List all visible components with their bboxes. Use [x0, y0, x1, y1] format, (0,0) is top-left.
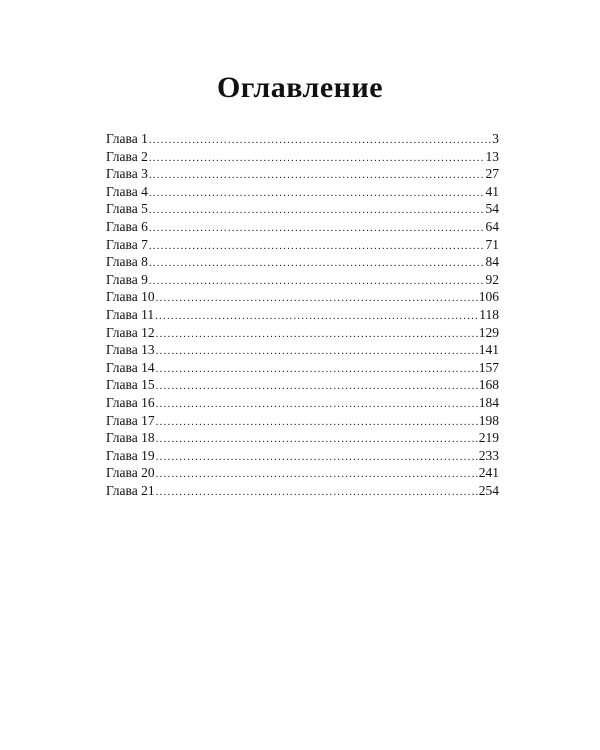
toc-entry-label: Глава 17: [106, 412, 155, 428]
toc-entry-label: Глава 18: [106, 430, 155, 446]
toc-entry-label: Глава 5: [106, 201, 148, 217]
toc-entry-label: Глава 6: [106, 218, 148, 234]
toc-entry-page-number: 184: [478, 394, 499, 410]
toc-entry-page-number: 84: [485, 254, 499, 270]
toc-entry-label: Глава 13: [106, 342, 155, 358]
toc-entry-page-number: 233: [478, 447, 499, 463]
toc-entry-label: Глава 11: [106, 306, 155, 322]
dot-leader: [149, 273, 485, 291]
toc-entry[interactable]: [106, 148, 499, 166]
toc-entry-page-number: 241: [478, 465, 499, 481]
toc-entry[interactable]: [106, 324, 499, 342]
dot-leader: [156, 484, 478, 502]
toc-entry-label: Глава 16: [106, 394, 155, 410]
toc-entry[interactable]: [106, 429, 499, 447]
dot-leader: [156, 449, 478, 467]
toc-entry[interactable]: [106, 359, 499, 377]
toc-entry-page-number: 118: [479, 306, 499, 322]
toc-entry-label: Глава 4: [106, 183, 148, 199]
toc-entry[interactable]: [106, 271, 499, 289]
toc-entry[interactable]: [106, 306, 499, 324]
toc-entry-label: Глава 1: [106, 131, 148, 146]
toc-entry-label: Глава 14: [106, 359, 155, 375]
dot-leader: [156, 361, 478, 379]
toc-entry-label: Глава 9: [106, 271, 148, 287]
toc-entry[interactable]: [106, 376, 499, 394]
toc-entry[interactable]: [106, 288, 499, 306]
toc-entry-page-number: 157: [478, 359, 499, 375]
dot-leader: [149, 255, 485, 273]
toc-entry-label: Глава 19: [106, 447, 155, 463]
toc-entry-page-number: 254: [478, 482, 499, 498]
toc-entry-page-number: 13: [485, 148, 499, 164]
toc-entry-page-number: 219: [478, 430, 499, 446]
toc-entry-label: Глава 21: [106, 482, 155, 498]
toc-entry[interactable]: [106, 130, 499, 148]
toc-entry-page-number: 27: [485, 166, 499, 182]
dot-leader: [156, 414, 478, 432]
dot-leader: [156, 378, 478, 396]
toc-entry-page-number: 92: [485, 271, 499, 287]
toc-entry[interactable]: [106, 218, 499, 236]
dot-leader: [156, 326, 478, 344]
toc-entry-label: Глава 12: [106, 324, 155, 340]
toc-entry-label: Глава 8: [106, 254, 148, 270]
page-title: Оглавление: [216, 71, 384, 104]
toc-entry-page-number: 129: [478, 324, 499, 340]
toc-entry[interactable]: [106, 482, 499, 500]
toc-entry[interactable]: [106, 341, 499, 359]
toc-entry-label: Глава 10: [106, 289, 155, 305]
dot-leader: [149, 220, 485, 238]
toc-entry-page-number: 198: [478, 412, 499, 428]
dot-leader: [149, 132, 491, 150]
toc-entry-page-number: 71: [485, 236, 499, 252]
dot-leader: [156, 431, 478, 449]
toc-entry-page-number: 64: [485, 218, 499, 234]
toc-entry[interactable]: [106, 394, 499, 412]
dot-leader: [149, 202, 485, 220]
toc-entry-page-number: 168: [478, 377, 499, 393]
dot-leader: [156, 396, 478, 414]
table-of-contents: [106, 130, 499, 499]
dot-leader: [156, 290, 478, 308]
dot-leader: [149, 167, 485, 185]
toc-entry-label: Глава 7: [106, 236, 148, 252]
toc-entry[interactable]: [106, 200, 499, 218]
toc-entry-label: Глава 3: [106, 166, 148, 182]
dot-leader: [156, 343, 478, 361]
toc-entry-page-number: 54: [485, 201, 499, 217]
toc-entry[interactable]: [106, 253, 499, 271]
toc-entry-label: Глава 20: [106, 465, 155, 481]
toc-entry[interactable]: [106, 412, 499, 430]
toc-entry-page-number: 141: [478, 342, 499, 358]
toc-entry-page-number: 106: [478, 289, 499, 305]
toc-entry[interactable]: [106, 464, 499, 482]
dot-leader: [149, 185, 485, 203]
dot-leader: [156, 466, 478, 484]
toc-entry[interactable]: [106, 165, 499, 183]
dot-leader: [149, 238, 485, 256]
dot-leader: [149, 150, 485, 168]
toc-entry-page-number: 41: [485, 183, 499, 199]
toc-entry[interactable]: [106, 236, 499, 254]
toc-entry[interactable]: [106, 447, 499, 465]
toc-entry-page-number: 3: [492, 131, 499, 146]
toc-entry-label: Глава 15: [106, 377, 155, 393]
toc-entry-label: Глава 2: [106, 148, 148, 164]
dot-leader: [155, 308, 478, 326]
toc-entry[interactable]: [106, 183, 499, 201]
